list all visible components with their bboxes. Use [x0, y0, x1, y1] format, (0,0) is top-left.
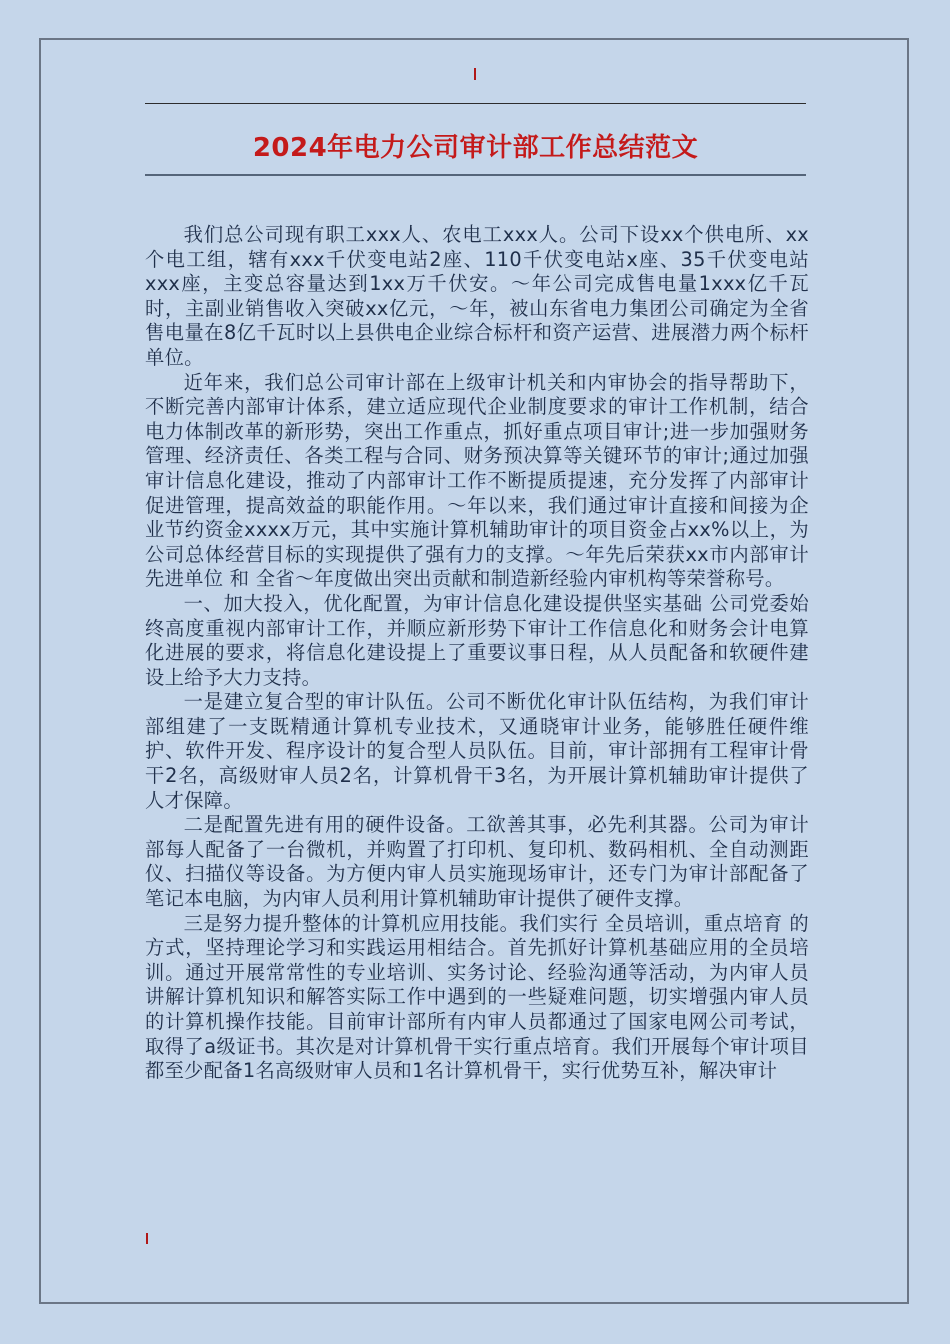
paragraph: 二是配置先进有用的硬件设备。工欲善其事，必先利其器。公司为审计部每人配备了一台微机，并购置了打印机、复印机、数码相机、全自动测距仪、扫描仪等设备。为方便内审人员实施现场审计，还专门为审计部配备了笔记本电脑，为内审人员利用计算机辅助审计提供了硬件支撑。	[145, 813, 809, 911]
document-body	[145, 223, 809, 1084]
footer-marker	[146, 1233, 148, 1244]
paragraph: 一是建立复合型的审计队伍。公司不断优化审计队伍结构，为我们审计部组建了一支既精通计算机专业技术，又通晓审计业务，能够胜任硬件维护、软件开发、程序设计的复合型人员队伍。目前，审计部拥有工程审计骨干2名，高级财审人员2名，计算机骨干3名，为开展计算机辅助审计提供了人才保障。	[145, 690, 809, 812]
paragraph: 三是努力提升整体的计算机应用技能。我们实行 全员培训，重点培育 的方式，坚持理论学习和实践运用相结合。首先抓好计算机基础应用的全员培训。通过开展常常性的专业培训、实务讨论、经验沟通等活动，为内审人员讲解计算机知识和解答实际工作中遇到的一些疑难问题，切实增强内审人员的计算机操作技能。目前审计部所有内审人员都通过了国家电网公司考试，取得了a级证书。其次是对计算机骨干实行重点培育。我们开展每个审计项目都至少配备1名高级财审人员和1名计算机骨干，实行优势互补，解决审计	[145, 911, 809, 1083]
document-title: 2024年电力公司审计部工作总结范文	[252, 133, 699, 163]
header-rule	[145, 103, 806, 104]
title-rule	[145, 174, 806, 176]
paragraph: 一、加大投入，优化配置，为审计信息化建设提供坚实基础 公司党委始终高度重视内部审计工作，并顺应新形势下审计工作信息化和财务会计电算化进展的要求，将信息化建设提上了重要议事日程，从人员配备和软硬件建设上给予大力支持。	[145, 591, 809, 689]
paragraph: 近年来，我们总公司审计部在上级审计机关和内审协会的指导帮助下，不断完善内部审计体系，建立适应现代企业制度要求的审计工作机制，结合电力体制改革的新形势，突出工作重点，抓好重点项目审计;进一步加强财务管理、经济责任、各类工程与合同、财务预决算等关键环节的审计;通过加强审计信息化建设，推动了内部审计工作不断提质提速，充分发挥了内部审计 促进管理，提高效益的职能作用。～年以来，我们通过审计直接和间接为企业节约资金xxxx万元，其中实施计算机辅助审计的项目资金占xx%以上，为公司总体经营目标的实现提供了强有力的支撑。～年先后荣获xx市内部审计先进单位 和 全省～年度做出突出贡献和制造新经验内审机构等荣誉称号。	[145, 370, 809, 591]
header-marker	[474, 68, 476, 80]
paragraph: 我们总公司现有职工xxx人、农电工xxx人。公司下设xx个供电所、xx个电工组，辖有xxx千伏变电站2座、110千伏变电站x座、35千伏变电站xxx座，主变总容量达到1xx万千伏安。～年公司完成售电量1xxx亿千瓦时，主副业销售收入突破xx亿元，～年，被山东省电力集团公司确定为全省售电量在8亿千瓦时以上县供电企业综合标杆和资产运营、进展潜力两个标杆单位。	[145, 223, 809, 369]
